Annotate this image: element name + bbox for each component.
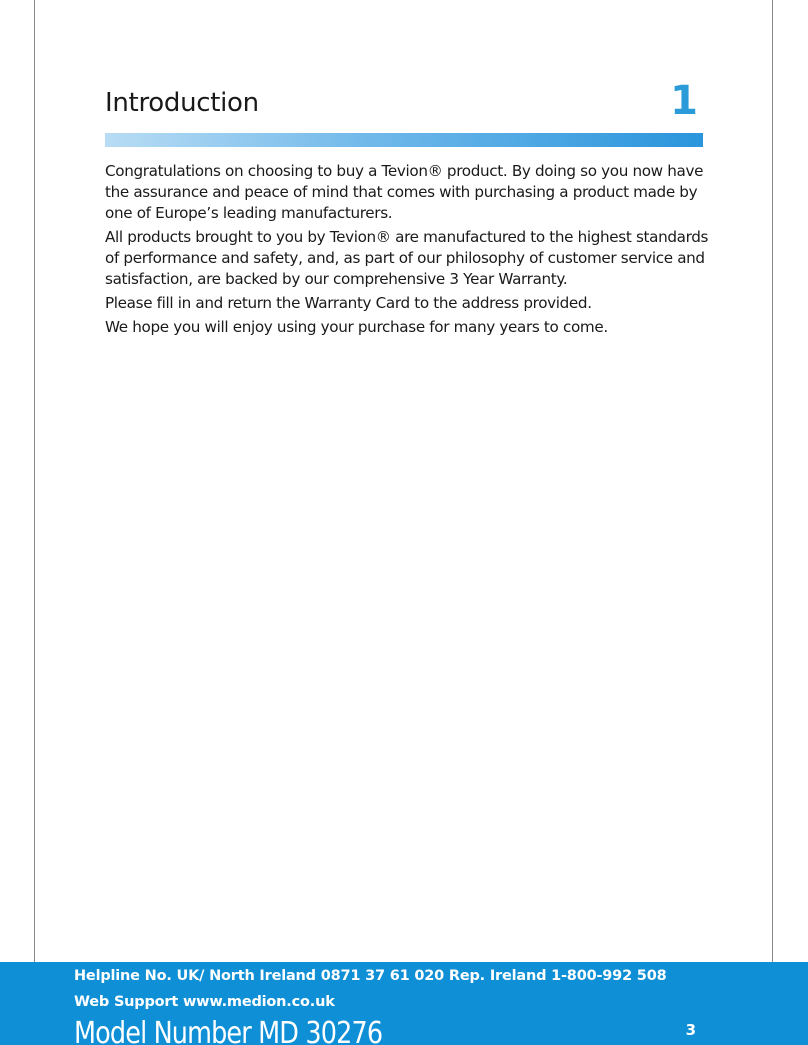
footer-bar xyxy=(0,962,808,1045)
page-border-left xyxy=(34,0,35,962)
web-support-text: Web Support www.medion.co.uk xyxy=(74,994,335,1010)
chapter-number: 1 xyxy=(670,78,698,124)
paragraph-enjoy: We hope you will enjoy using your purchase for many years to come. xyxy=(105,318,608,336)
helpline-text: Helpline No. UK/ North Ireland 0871 37 61 020 Rep. Ireland 1-800-992 508 xyxy=(74,968,667,984)
page-number: 3 xyxy=(685,1021,696,1039)
title-gradient-rule xyxy=(105,133,703,147)
paragraph-congratulations: Congratulations on choosing to buy a Tevion® product. By doing so you now have the assurance and peace of mind that comes with purchasing a product made by one of Europe’s leading manufacturers. xyxy=(105,162,704,222)
model-number-text: Model Number MD 30276 xyxy=(74,1016,383,1045)
paragraph-warranty-card: Please fill in and return the Warranty Card to the address provided. xyxy=(105,294,592,312)
page-title: Introduction xyxy=(105,88,259,118)
paragraph-standards: All products brought to you by Tevion® are manufactured to the highest standards of performance and safety, and, as part of our philosophy of customer service and satisfaction, are backed by our comprehensive 3 Year Warranty. xyxy=(105,228,709,288)
page-border-right xyxy=(772,0,773,962)
introduction-body xyxy=(105,161,710,341)
